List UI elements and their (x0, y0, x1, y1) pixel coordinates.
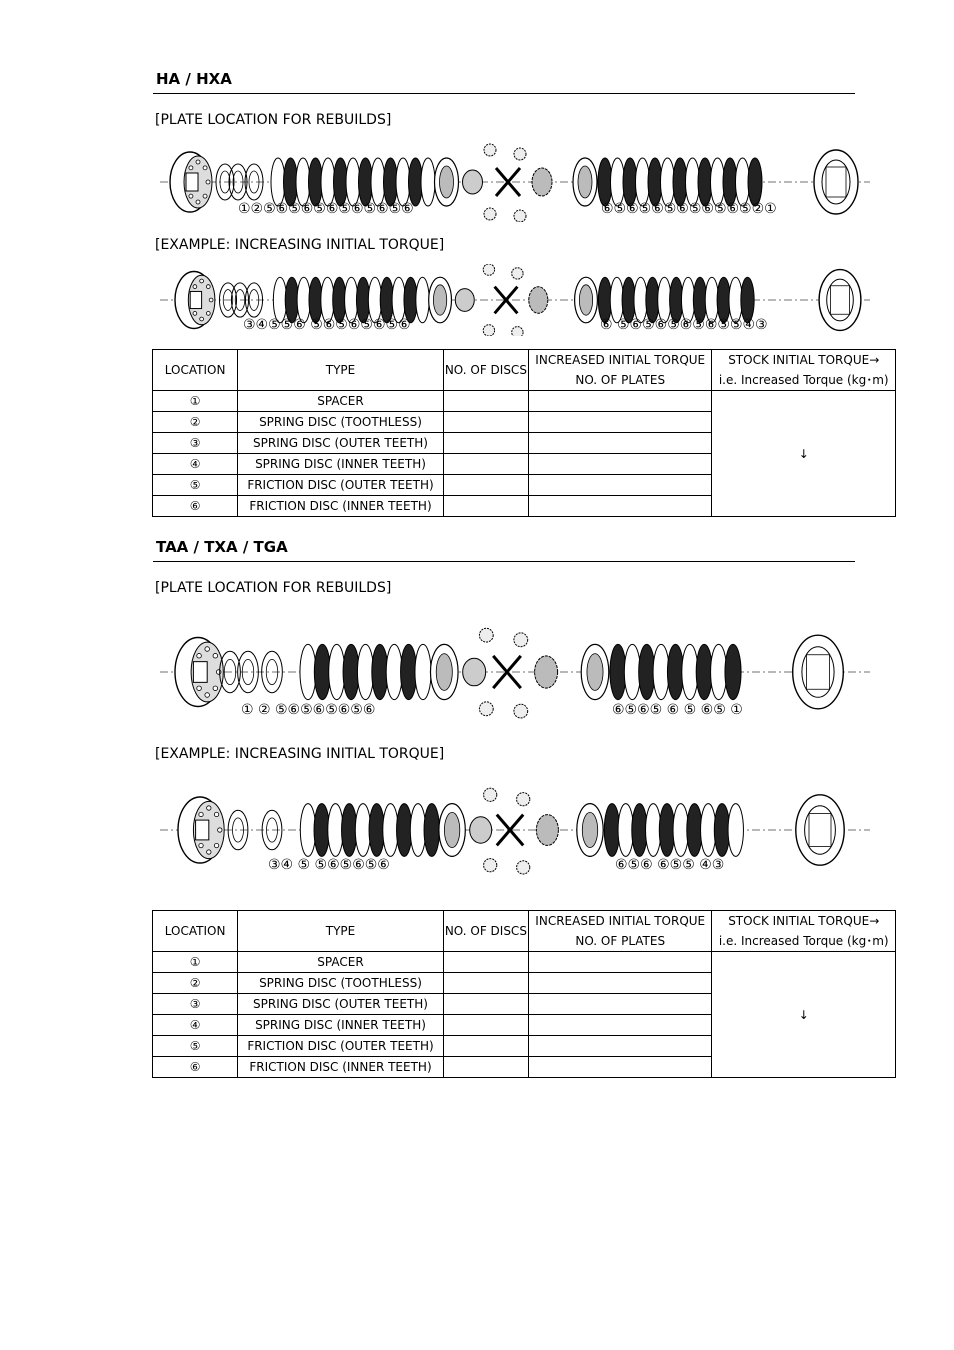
row-type: SPRING DISC (TOOTHLESS) (238, 973, 444, 994)
header-type: TYPE (238, 911, 444, 952)
case-hub (190, 291, 201, 308)
plates-cell (528, 475, 711, 496)
section-rule (153, 93, 855, 94)
clutch-plate (681, 277, 694, 323)
clutch-plate (711, 158, 725, 206)
clutch-plate (728, 804, 743, 857)
example-numbers-right: ⑥ ⑤⑥⑤⑥⑤⑥⑤⑥⑤⑤④③ (600, 317, 768, 333)
plates-cell (528, 496, 711, 517)
pressure-ring-bore (587, 654, 603, 691)
clutch-plate (610, 644, 626, 699)
case-bolt-hole (207, 806, 211, 810)
row-type: SPRING DISC (INNER TEETH) (238, 454, 444, 475)
row-type: SPRING DISC (OUTER TEETH) (238, 994, 444, 1015)
clutch-plate (736, 158, 750, 206)
clutch-plate (271, 158, 285, 206)
discs-cell (443, 454, 528, 475)
clutch-plate (397, 804, 412, 857)
pinion-gear (512, 327, 523, 336)
torque-arrow: ↓ (712, 391, 896, 517)
side-gear (470, 817, 492, 843)
pressure-ring-bore (582, 812, 597, 847)
discs-cell (443, 412, 528, 433)
clutch-plate (658, 277, 671, 323)
header-type: TYPE (238, 350, 444, 391)
discs-cell (443, 433, 528, 454)
case-bolt-hole (216, 670, 221, 675)
pinion-gear (483, 325, 494, 336)
case-bolt-hole (206, 312, 210, 316)
clutch-plate (383, 804, 398, 857)
clutch-plate (309, 158, 323, 206)
case-bolt-hole (203, 166, 207, 170)
row-location: ④ (153, 454, 238, 475)
row-type: FRICTION DISC (OUTER TEETH) (238, 475, 444, 496)
clutch-plate (661, 158, 675, 206)
pressure-ring-bore (433, 285, 446, 315)
row-type: FRICTION DISC (INNER TEETH) (238, 1057, 444, 1078)
side-gear (529, 287, 548, 314)
pinion-gear (517, 861, 530, 874)
clutch-plate (415, 644, 431, 699)
clutch-plate (636, 158, 650, 206)
torque-arrow: ↓ (712, 952, 896, 1078)
side-gear (463, 658, 486, 686)
clutch-plate (314, 804, 329, 857)
clutch-plate (371, 158, 385, 206)
clutch-plate (714, 804, 729, 857)
case-bolt-hole (203, 194, 207, 198)
plates-cell (528, 433, 711, 454)
case-bolt-hole (193, 312, 197, 316)
clutch-plate (328, 804, 343, 857)
case-bolt-hole (200, 279, 204, 283)
clutch-plate (696, 644, 712, 699)
clutch-plate (297, 277, 310, 323)
clutch-plate (598, 277, 611, 323)
clutch-plate (748, 158, 762, 206)
case-bolt-hole (200, 317, 204, 321)
row-location: ① (153, 391, 238, 412)
plate-numbers-left: ① ② ⑤⑥⑤⑥⑤⑥⑤⑥ (241, 702, 376, 718)
clutch-plate (646, 804, 661, 857)
side-gear (536, 815, 558, 846)
pinion-gear (479, 628, 493, 642)
clutch-plate (741, 277, 754, 323)
pressure-ring-bore (444, 812, 459, 847)
pinion-gear (484, 788, 497, 801)
plates-cell (528, 1057, 711, 1078)
clutch-plate (598, 158, 612, 206)
row-location: ⑥ (153, 496, 238, 517)
clutch-plate (346, 158, 360, 206)
section-rule (153, 561, 855, 562)
side-gear (463, 170, 483, 194)
pinion-gear (514, 148, 526, 160)
pinion-gear (483, 264, 494, 275)
pinion-gear (514, 210, 526, 222)
clutch-plate (309, 277, 322, 323)
pinion-gear (484, 208, 496, 220)
discs-cell (443, 475, 528, 496)
header-location: LOCATION (153, 350, 238, 391)
case-bolt-hole (209, 298, 213, 302)
clutch-plate (725, 644, 741, 699)
clutch-plate (670, 277, 683, 323)
row-type: SPRING DISC (TOOTHLESS) (238, 412, 444, 433)
clutch-plate (610, 277, 623, 323)
row-location: ② (153, 412, 238, 433)
row-location: ① (153, 952, 238, 973)
header-stock: STOCK INITIAL TORQUE→ i.e. Increased Torque (kg･m) (712, 350, 896, 391)
clutch-plate (356, 277, 369, 323)
case-bolt-hole (199, 812, 203, 816)
plate-location-heading: [PLATE LOCATION FOR REBUILDS] (155, 112, 392, 128)
disc-spec-table (152, 910, 896, 1078)
clutch-plate (729, 277, 742, 323)
clutch-plate (355, 804, 370, 857)
case-bolt-hole (193, 285, 197, 289)
example-numbers-left: ③④⑤⑤⑥ ⑤⑥⑤⑥⑤⑥⑤⑥ (243, 317, 411, 333)
clutch-plate (634, 277, 647, 323)
clutch-plate (611, 158, 625, 206)
header-location: LOCATION (153, 911, 238, 952)
pinion-gear (517, 793, 530, 806)
row-location: ② (153, 973, 238, 994)
clutch-plate (698, 158, 712, 206)
clutch-plate (386, 644, 402, 699)
row-location: ⑤ (153, 1036, 238, 1057)
clutch-plate (396, 158, 410, 206)
example-diagram (150, 782, 880, 878)
pressure-ring-bore (578, 166, 592, 198)
clutch-plate (424, 804, 439, 857)
case-hub (193, 662, 207, 683)
clutch-plate (284, 158, 298, 206)
discs-cell (443, 496, 528, 517)
plates-cell (528, 994, 711, 1015)
clutch-plate (321, 277, 334, 323)
clutch-plate (646, 277, 659, 323)
clutch-plate (404, 277, 417, 323)
clutch-plate (359, 158, 373, 206)
clutch-plate (273, 277, 286, 323)
disc-spec-table (152, 349, 896, 517)
clutch-plate (623, 158, 637, 206)
clutch-plate (693, 277, 706, 323)
case-bolt-hole (213, 686, 218, 691)
clutch-plate (604, 804, 619, 857)
case-bolt-hole (189, 194, 193, 198)
example-numbers-right: ⑥⑤⑥ ⑥⑤⑤ ④③ (615, 857, 725, 873)
pressure-ring-bore (440, 166, 454, 198)
example-heading: [EXAMPLE: INCREASING INITIAL TORQUE] (155, 237, 445, 253)
case-bolt-hole (199, 843, 203, 847)
clutch-plate (300, 644, 316, 699)
clutch-plate (380, 277, 393, 323)
clutch-plate (618, 804, 633, 857)
case-hub (196, 820, 209, 840)
clutch-plate (409, 158, 423, 206)
clutch-plate (342, 804, 357, 857)
header-discs: NO. OF DISCS (443, 911, 528, 952)
clutch-plate (372, 644, 388, 699)
clutch-plate (369, 804, 384, 857)
row-type: SPRING DISC (INNER TEETH) (238, 1015, 444, 1036)
plates-cell (528, 1036, 711, 1057)
row-location: ③ (153, 994, 238, 1015)
clutch-plate (333, 277, 346, 323)
clutch-plate (682, 644, 698, 699)
clutch-plate (673, 158, 687, 206)
row-type: SPACER (238, 391, 444, 412)
case-hub (186, 173, 198, 191)
case-bolt-hole (205, 693, 210, 698)
row-location: ③ (153, 433, 238, 454)
clutch-plate (384, 158, 398, 206)
case-bolt-hole (197, 686, 202, 691)
clutch-plate (343, 644, 359, 699)
clutch-plate (314, 644, 330, 699)
plates-cell (528, 1015, 711, 1036)
clutch-plate (368, 277, 381, 323)
clutch-plate (300, 804, 315, 857)
side-gear (455, 289, 474, 312)
row-type: SPRING DISC (OUTER TEETH) (238, 433, 444, 454)
plate-location-heading: [PLATE LOCATION FOR REBUILDS] (155, 580, 392, 596)
clutch-plate (673, 804, 688, 857)
pressure-ring-bore (579, 285, 592, 315)
side-gear (535, 656, 558, 688)
pinion-gear (484, 144, 496, 156)
row-type: SPACER (238, 952, 444, 973)
discs-cell (443, 952, 528, 973)
case-bolt-hole (213, 653, 218, 658)
plates-cell (528, 391, 711, 412)
row-type: FRICTION DISC (INNER TEETH) (238, 496, 444, 517)
case-bolt-hole (197, 653, 202, 658)
discs-cell (443, 1015, 528, 1036)
discs-cell (443, 973, 528, 994)
discs-cell (443, 1057, 528, 1078)
clutch-plate (717, 277, 730, 323)
header-stock: STOCK INITIAL TORQUE→ i.e. Increased Torque (kg･m) (712, 911, 896, 952)
discs-cell (443, 994, 528, 1015)
header-increased: INCREASED INITIAL TORQUE NO. OF PLATES (528, 350, 711, 391)
clutch-plate (401, 644, 417, 699)
plates-cell (528, 454, 711, 475)
clutch-plate (624, 644, 640, 699)
section-title-ha-hxa: HA / HXA (156, 70, 232, 88)
clutch-plate (345, 277, 358, 323)
clutch-plate (622, 277, 635, 323)
pinion-gear (512, 268, 523, 279)
clutch-plate (701, 804, 716, 857)
plates-cell (528, 973, 711, 994)
row-location: ⑤ (153, 475, 238, 496)
clutch-plate (329, 644, 345, 699)
case-bolt-hole (196, 160, 200, 164)
case-bolt-hole (214, 812, 218, 816)
plate-numbers-right: ⑥⑤⑥⑤ ⑥ ⑤ ⑥⑤ ① (612, 702, 743, 718)
clutch-plate (392, 277, 405, 323)
clutch-plate (421, 158, 435, 206)
clutch-plate (416, 277, 429, 323)
example-heading: [EXAMPLE: INCREASING INITIAL TORQUE] (155, 746, 445, 762)
case-bolt-hole (196, 200, 200, 204)
row-location: ⑥ (153, 1057, 238, 1078)
row-type: FRICTION DISC (OUTER TEETH) (238, 1036, 444, 1057)
case-bolt-hole (205, 647, 210, 652)
plate-numbers-right: ⑥⑤⑥⑤⑥⑤⑥⑤⑥⑤⑥⑤②① (601, 201, 777, 217)
discs-cell (443, 391, 528, 412)
clutch-plate (653, 644, 669, 699)
pinion-gear (514, 704, 528, 718)
pinion-gear (514, 633, 528, 647)
case-bolt-hole (218, 828, 222, 832)
clutch-plate (667, 644, 683, 699)
case-bolt-hole (206, 180, 210, 184)
clutch-plate (648, 158, 662, 206)
case-bolt-hole (214, 843, 218, 847)
clutch-plate (711, 644, 727, 699)
example-numbers-left: ③④ ⑤ ⑤⑥⑤⑥⑤⑥ (268, 857, 390, 873)
discs-cell (443, 1036, 528, 1057)
case-bolt-hole (189, 166, 193, 170)
clutch-plate (296, 158, 310, 206)
clutch-plate (334, 158, 348, 206)
clutch-plate (632, 804, 647, 857)
clutch-plate (357, 644, 373, 699)
clutch-plate (410, 804, 425, 857)
clutch-plate (321, 158, 335, 206)
clutch-plate (639, 644, 655, 699)
side-gear (532, 168, 552, 196)
clutch-plate (705, 277, 718, 323)
header-increased: INCREASED INITIAL TORQUE NO. OF PLATES (528, 911, 711, 952)
case-bolt-hole (206, 285, 210, 289)
section-title-taa-txa-tga: TAA / TXA / TGA (156, 538, 288, 556)
clutch-plate (659, 804, 674, 857)
header-discs: NO. OF DISCS (443, 350, 528, 391)
plate-numbers-left: ①②⑤⑥⑤⑥⑤⑥⑤⑥⑤⑥⑤⑥ (238, 201, 414, 217)
case-bolt-hole (207, 850, 211, 854)
clutch-plate (686, 158, 700, 206)
pinion-gear (479, 702, 493, 716)
row-location: ④ (153, 1015, 238, 1036)
pinion-gear (484, 859, 497, 872)
pressure-ring-bore (436, 654, 452, 691)
clutch-plate (687, 804, 702, 857)
clutch-plate (285, 277, 298, 323)
plates-cell (528, 952, 711, 973)
plates-cell (528, 412, 711, 433)
clutch-plate (723, 158, 737, 206)
